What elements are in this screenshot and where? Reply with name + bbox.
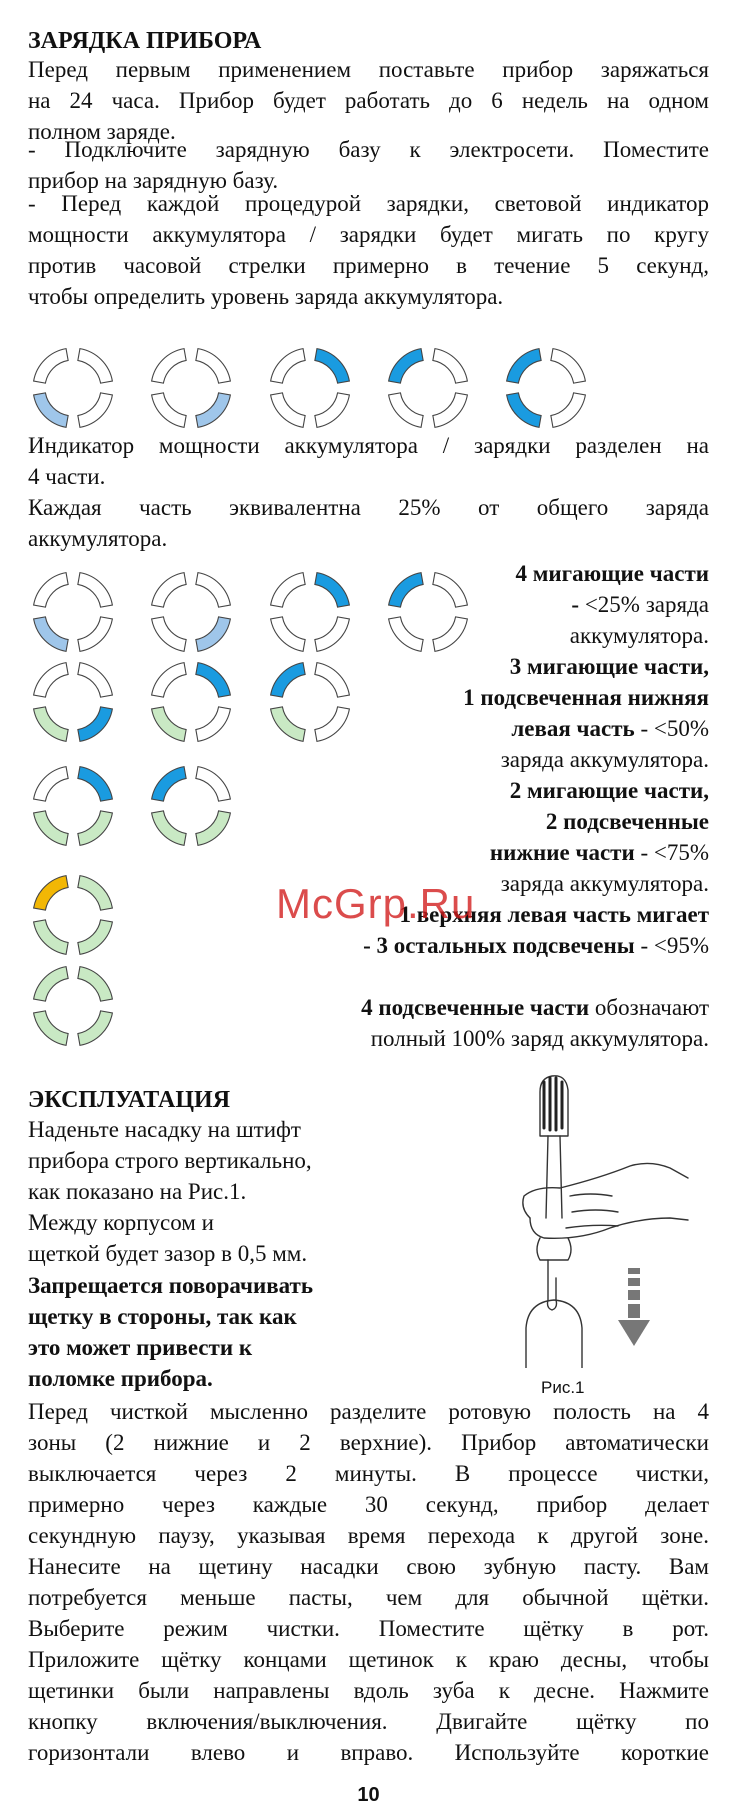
ring-segment-bottom-left (389, 393, 424, 428)
ring-segment-bottom-left (34, 393, 69, 428)
ring-segment-bottom-left (34, 1011, 69, 1046)
charging-heading: ЗАРЯДКА ПРИБОРА (28, 28, 262, 54)
ring-segment-bottom-right (315, 393, 350, 428)
ring-segment-bottom-right (551, 393, 586, 428)
level-4-blinking-description: 4 мигающие части - <25% заряда аккумулятора. (515, 561, 709, 648)
ring-segment-bottom-left (152, 393, 187, 428)
ring-segment-bottom-left (34, 920, 69, 955)
lvl4-ring-2 (152, 573, 231, 652)
ring-segment-bottom-left (34, 617, 69, 652)
ring-segment-top-right (78, 349, 113, 384)
operation-heading: ЭКСПЛУАТАЦИЯ (28, 1087, 231, 1113)
ring-segment-bottom-right (196, 707, 231, 742)
ring-segment-top-left (34, 573, 69, 608)
ring-segment-bottom-right (196, 617, 231, 652)
ring-segment-top-right (196, 767, 231, 802)
ring-segment-bottom-left (507, 393, 542, 428)
lvl4-ring-3 (271, 573, 350, 652)
level-2-blinking-description: 2 мигающие части, 2 подсвеченные нижние части - <75% заряда аккумулятора. (489, 778, 709, 896)
level-1-blinking-description: 1 верхняя левая часть мигает - 3 остальных подсвечены - <95% (363, 902, 709, 958)
ring-segment-top-left (152, 349, 187, 384)
lvl3-ring-1 (34, 663, 113, 742)
ring-segment-top-right (78, 573, 113, 608)
ring-segment-bottom-left (152, 811, 187, 846)
ring-segment-top-left (34, 967, 69, 1002)
charging-paragraph-3: - Перед каждой процедурой зарядки, световой индикатор мощности аккумулятора / зарядки будет мигать по кругу против часовой стрелки примерно в течение 5 секунд, чтобы определить уровень заряда аккумулятора. (28, 191, 709, 309)
ring-segment-top-right (196, 573, 231, 608)
ring-segment-bottom-left (152, 707, 187, 742)
ring-segment-bottom-left (34, 811, 69, 846)
ring-segment-bottom-right (78, 920, 113, 955)
ring-segment-bottom-left (152, 617, 187, 652)
ring-segment-top-left (34, 876, 69, 911)
operation-warning: Запрещается поворачивать щетку в стороны, так как это может привести к поломке прибора. (28, 1273, 314, 1391)
ring-segment-top-right (78, 967, 113, 1002)
ring-segment-top-left (152, 767, 187, 802)
ring-segment-top-left (271, 573, 306, 608)
ring-segment-bottom-right (433, 393, 468, 428)
ring-segment-top-left (152, 573, 187, 608)
page-number: 10 (357, 1784, 380, 1806)
ring-segment-bottom-right (196, 393, 231, 428)
charging-paragraph-5: Каждая часть эквивалентна 25% от общего заряда аккумулятора. (28, 495, 709, 551)
lvl3-ring-2 (152, 663, 231, 742)
ring-segment-top-left (271, 349, 306, 384)
charging-paragraph-1: Перед первым применением поставьте прибор заряжаться на 24 часа. Прибор будет работать до 6 недель на одном полном заряде. (28, 57, 709, 144)
ring-segment-bottom-left (271, 617, 306, 652)
lvl1-ring-1 (34, 876, 113, 955)
ring-segment-top-right (78, 876, 113, 911)
ring-segment-top-left (34, 767, 69, 802)
level-3-blinking-description: 3 мигающие части, 1 подсвеченная нижняя левая часть - <50% заряда аккумулятора. (463, 654, 709, 772)
lvl4-ring-1 (34, 573, 113, 652)
ring-segment-top-right (315, 573, 350, 608)
lvl0-ring-1 (34, 967, 113, 1046)
ring-segment-top-right (196, 663, 231, 698)
ring-segment-top-left (34, 349, 69, 384)
charging-paragraph-2: - Подключите зарядную базу к электросети. Поместите прибор на зарядную базу. (28, 137, 709, 193)
sequence-ring-2 (152, 349, 231, 428)
watermark: McGrp.Ru (276, 880, 476, 927)
figure-caption: Рис.1 (541, 1378, 585, 1397)
toothbrush-figure (500, 1068, 690, 1368)
sequence-ring-3 (271, 349, 350, 428)
ring-segment-bottom-right (78, 1011, 113, 1046)
ring-segment-top-left (152, 663, 187, 698)
ring-segment-bottom-left (271, 393, 306, 428)
ring-segment-bottom-right (196, 811, 231, 846)
ring-segment-bottom-right (78, 811, 113, 846)
charging-paragraph-4: Индикатор мощности аккумулятора / зарядки разделен на 4 части. (28, 433, 709, 489)
ring-segment-top-right (433, 349, 468, 384)
sequence-ring-5 (507, 349, 586, 428)
ring-segment-top-right (78, 663, 113, 698)
ring-segment-bottom-right (315, 617, 350, 652)
ring-segment-bottom-left (34, 707, 69, 742)
operation-body: Перед чисткой мысленно разделите ротовую полость на 4 зоны (2 нижние и 2 верхние). Прибор автоматически выключается через 2 минуты. В процессе чистки, примерно через каждые 30 секунд, прибор делает секундную паузу, указывая время перехода к другой зоне. Нанесите на щетину насадки свою зубную пасту. Вам потребуется меньше пасты, чем для обычной щётки. Выберите режим чистки. Поместите щётку в рот. Приложите щётку концами щетинок к краю десны, чтобы щетинки были направлены вдоль зуба к десне. Нажмите кнопку включения/выключения. Двигайте щётку по горизонтали влево и вправо. Используйте короткие (28, 1399, 709, 1765)
sequence-ring-4 (389, 349, 468, 428)
ring-segment-bottom-right (78, 617, 113, 652)
ring-segment-top-left (507, 349, 542, 384)
ring-segment-top-right (551, 349, 586, 384)
ring-segment-top-right (196, 349, 231, 384)
lvl2-ring-1 (34, 767, 113, 846)
ring-segment-top-left (34, 663, 69, 698)
charging-sequence-indicators (0, 340, 737, 440)
ring-segment-top-right (315, 349, 350, 384)
ring-segment-bottom-right (78, 707, 113, 742)
ring-segment-top-right (78, 767, 113, 802)
operation-intro: Наденьте насадку на штифт прибора строго вертикально, как показано на Рис.1. Между корпусом и щеткой будет зазор в 0,5 мм. (28, 1117, 312, 1266)
ring-segment-top-left (389, 349, 424, 384)
full-charge-description: 4 подсвеченные части обозначают полный 100% заряд аккумулятора. (361, 995, 709, 1051)
ring-segment-bottom-right (78, 393, 113, 428)
sequence-ring-1 (34, 349, 113, 428)
lvl2-ring-2 (152, 767, 231, 846)
